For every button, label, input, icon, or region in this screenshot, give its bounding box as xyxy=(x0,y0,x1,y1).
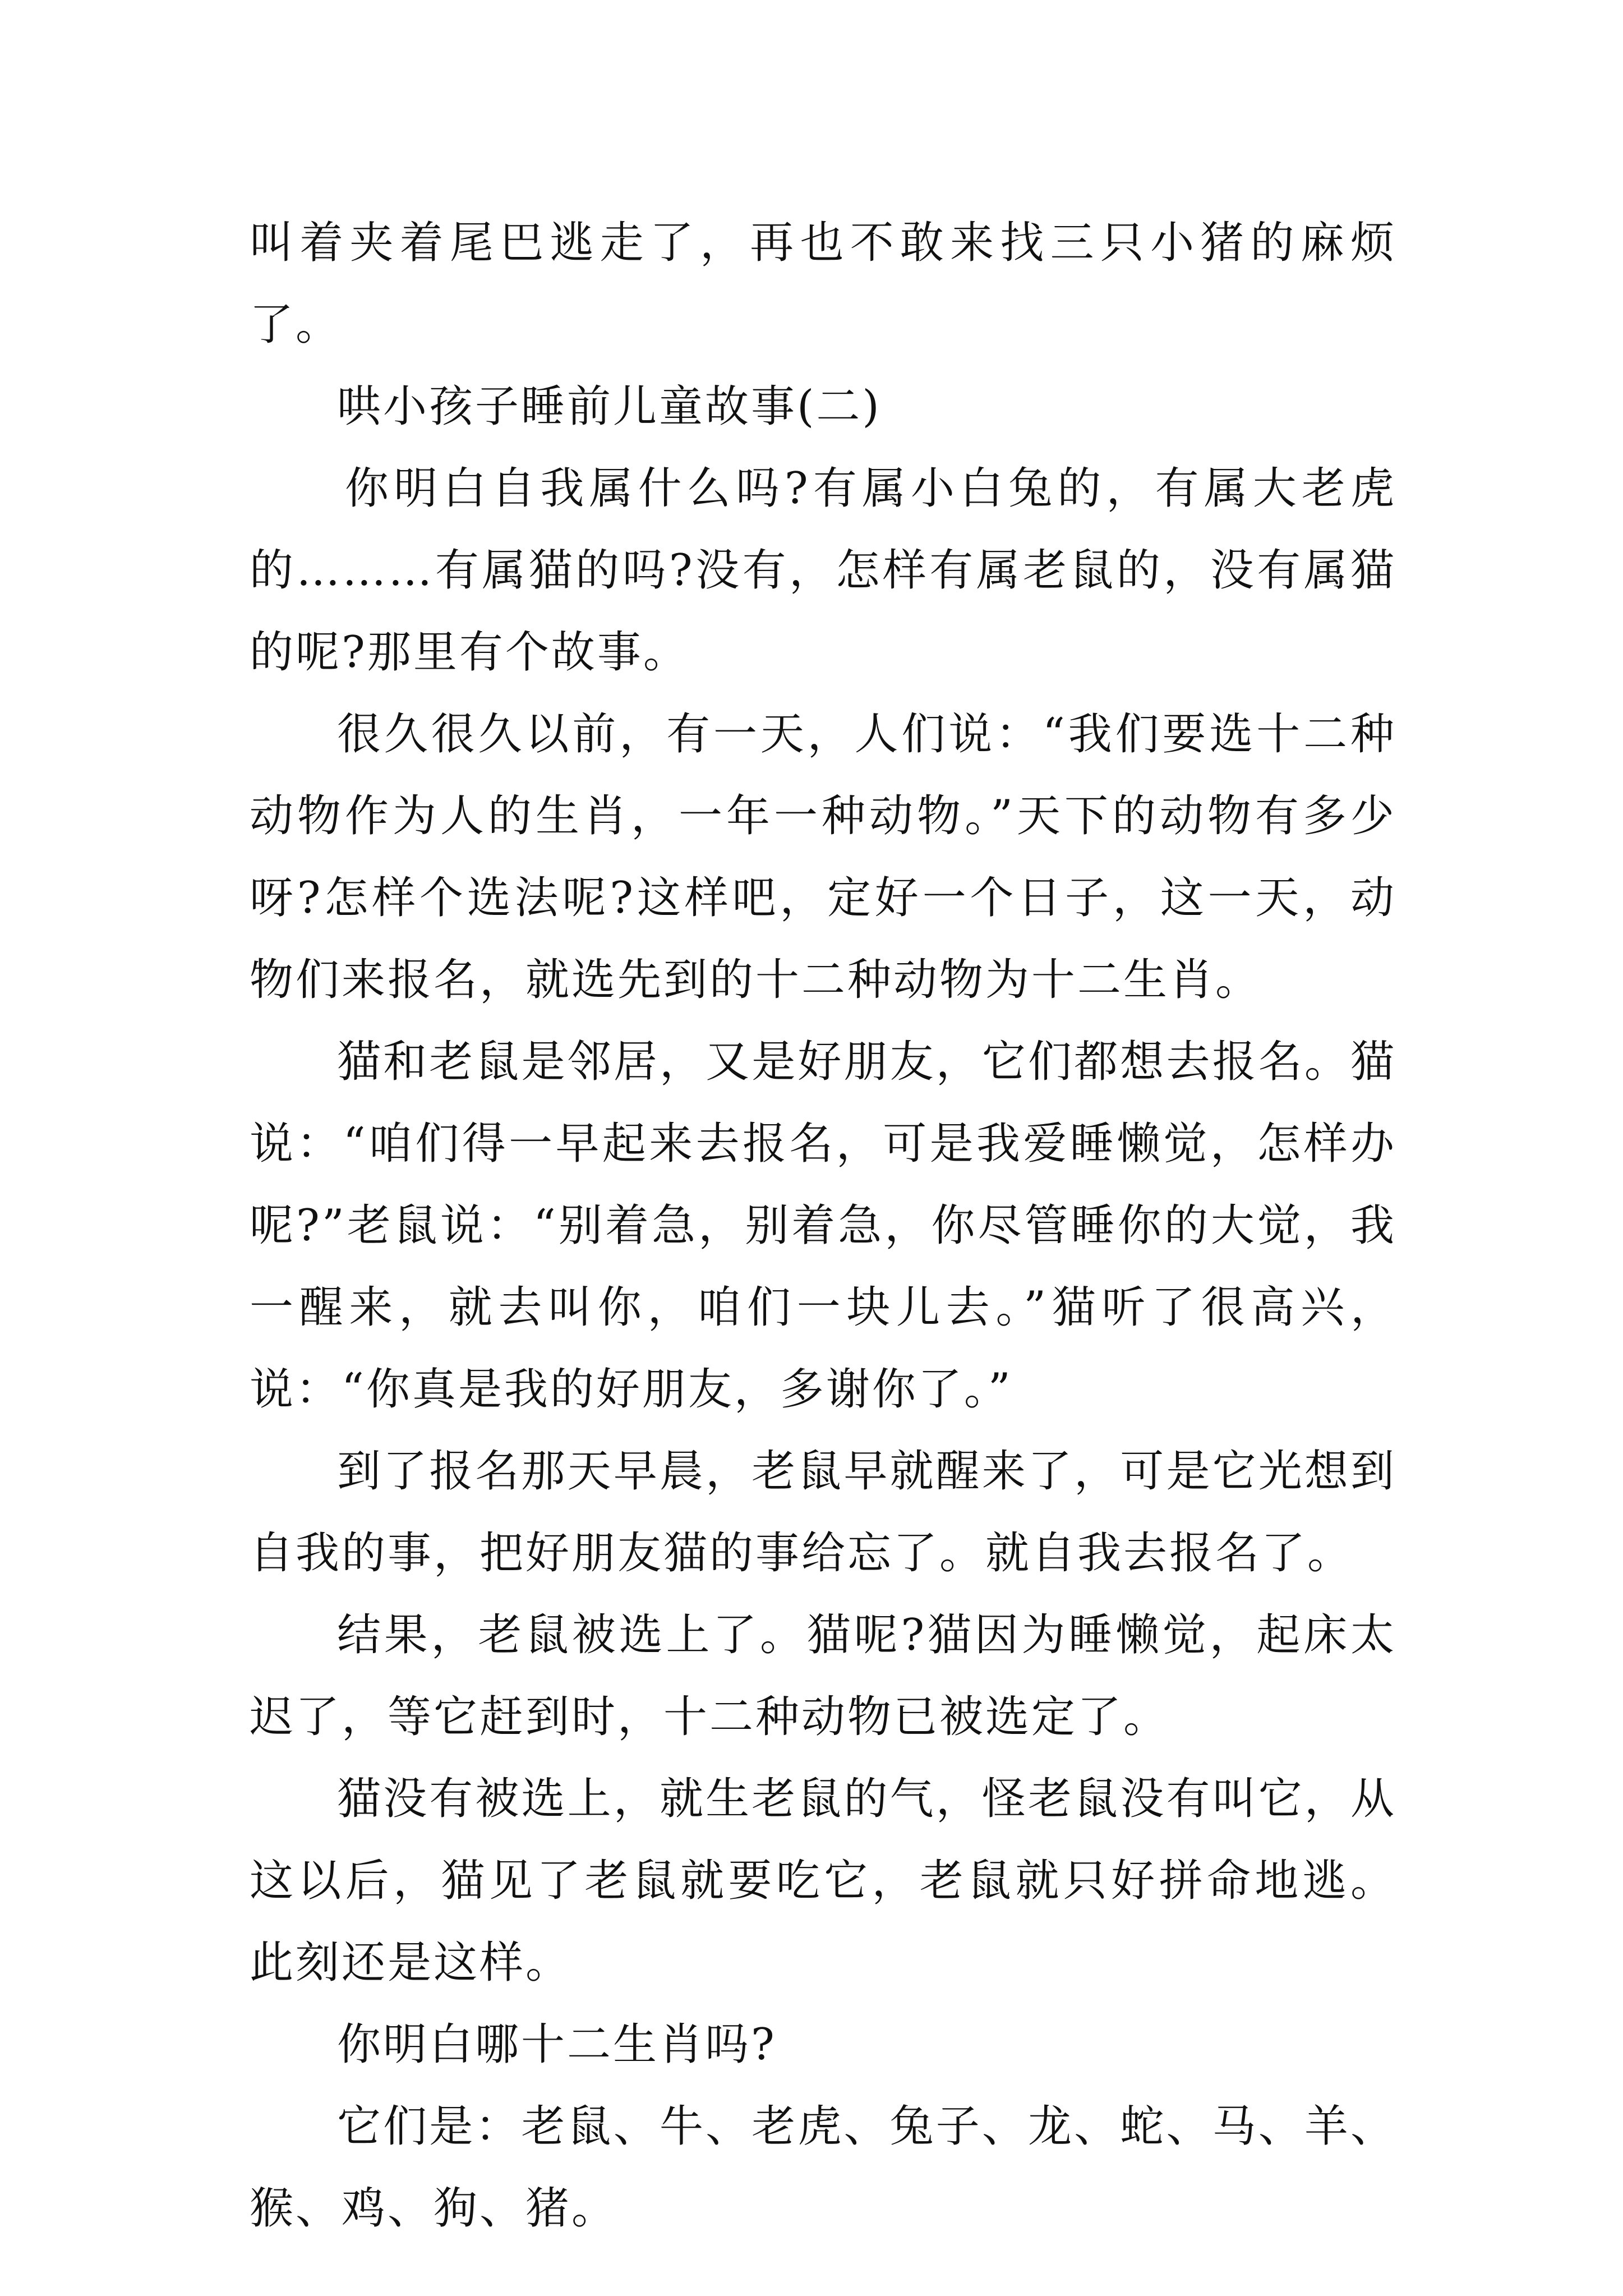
document-body xyxy=(250,202,1396,2249)
paragraph-intro: 你明白自我属什么吗?有属小白兔的，有属大老虎的………有属猫的吗?没有，怎样有属老鼠的，没有属猫的呢?那里有个故事。 xyxy=(250,463,1396,678)
paragraph-answer: 它们是：老鼠、牛、老虎、兔子、龙、蛇、马、羊、猴、鸡、狗、猪。 xyxy=(250,2101,1396,2234)
paragraph: 结果，老鼠被选上了。猫呢?猫因为睡懒觉，起床太迟了，等它赶到时，十二种动物已被选定了。 xyxy=(250,1610,1396,1742)
paragraph: 猫没有被选上，就生老鼠的气，怪老鼠没有叫它，从这以后，猫见了老鼠就要吃它，老鼠就只好拼命地逃。此刻还是这样。 xyxy=(250,1774,1396,1988)
section-heading: 哄小孩子睡前儿童故事(二) xyxy=(337,381,882,432)
paragraph: 很久很久以前，有一天，人们说：“我们要选十二种动物作为人的生肖，一年一种动物。”天下的动物有多少呀?怎样个选法呢?这样吧，定好一个日子，这一天，动物们来报名，就选先到的十二种动物为十二生肖。 xyxy=(250,709,1396,1005)
paragraph: 到了报名那天早晨，老鼠早就醒来了，可是它光想到自我的事，把好朋友猫的事给忘了。就自我去报名了。 xyxy=(250,1446,1396,1579)
paragraph-question: 你明白哪十二生肖吗? xyxy=(337,2019,777,2070)
paragraph: 猫和老鼠是邻居，又是好朋友，它们都想去报名。猫说：“咱们得一早起来去报名，可是我爱睡懒觉，怎样办呢?”老鼠说：“别着急，别着急，你尽管睡你的大觉，我一醒来，就去叫你，咱们一块儿去。”猫听了很高兴，说：“你真是我的好朋友，多谢你了。” xyxy=(250,1037,1396,1415)
paragraph-story-ending: 叫着夹着尾巴逃走了，再也不敢来找三只小猪的麻烦了。 xyxy=(250,218,1396,350)
